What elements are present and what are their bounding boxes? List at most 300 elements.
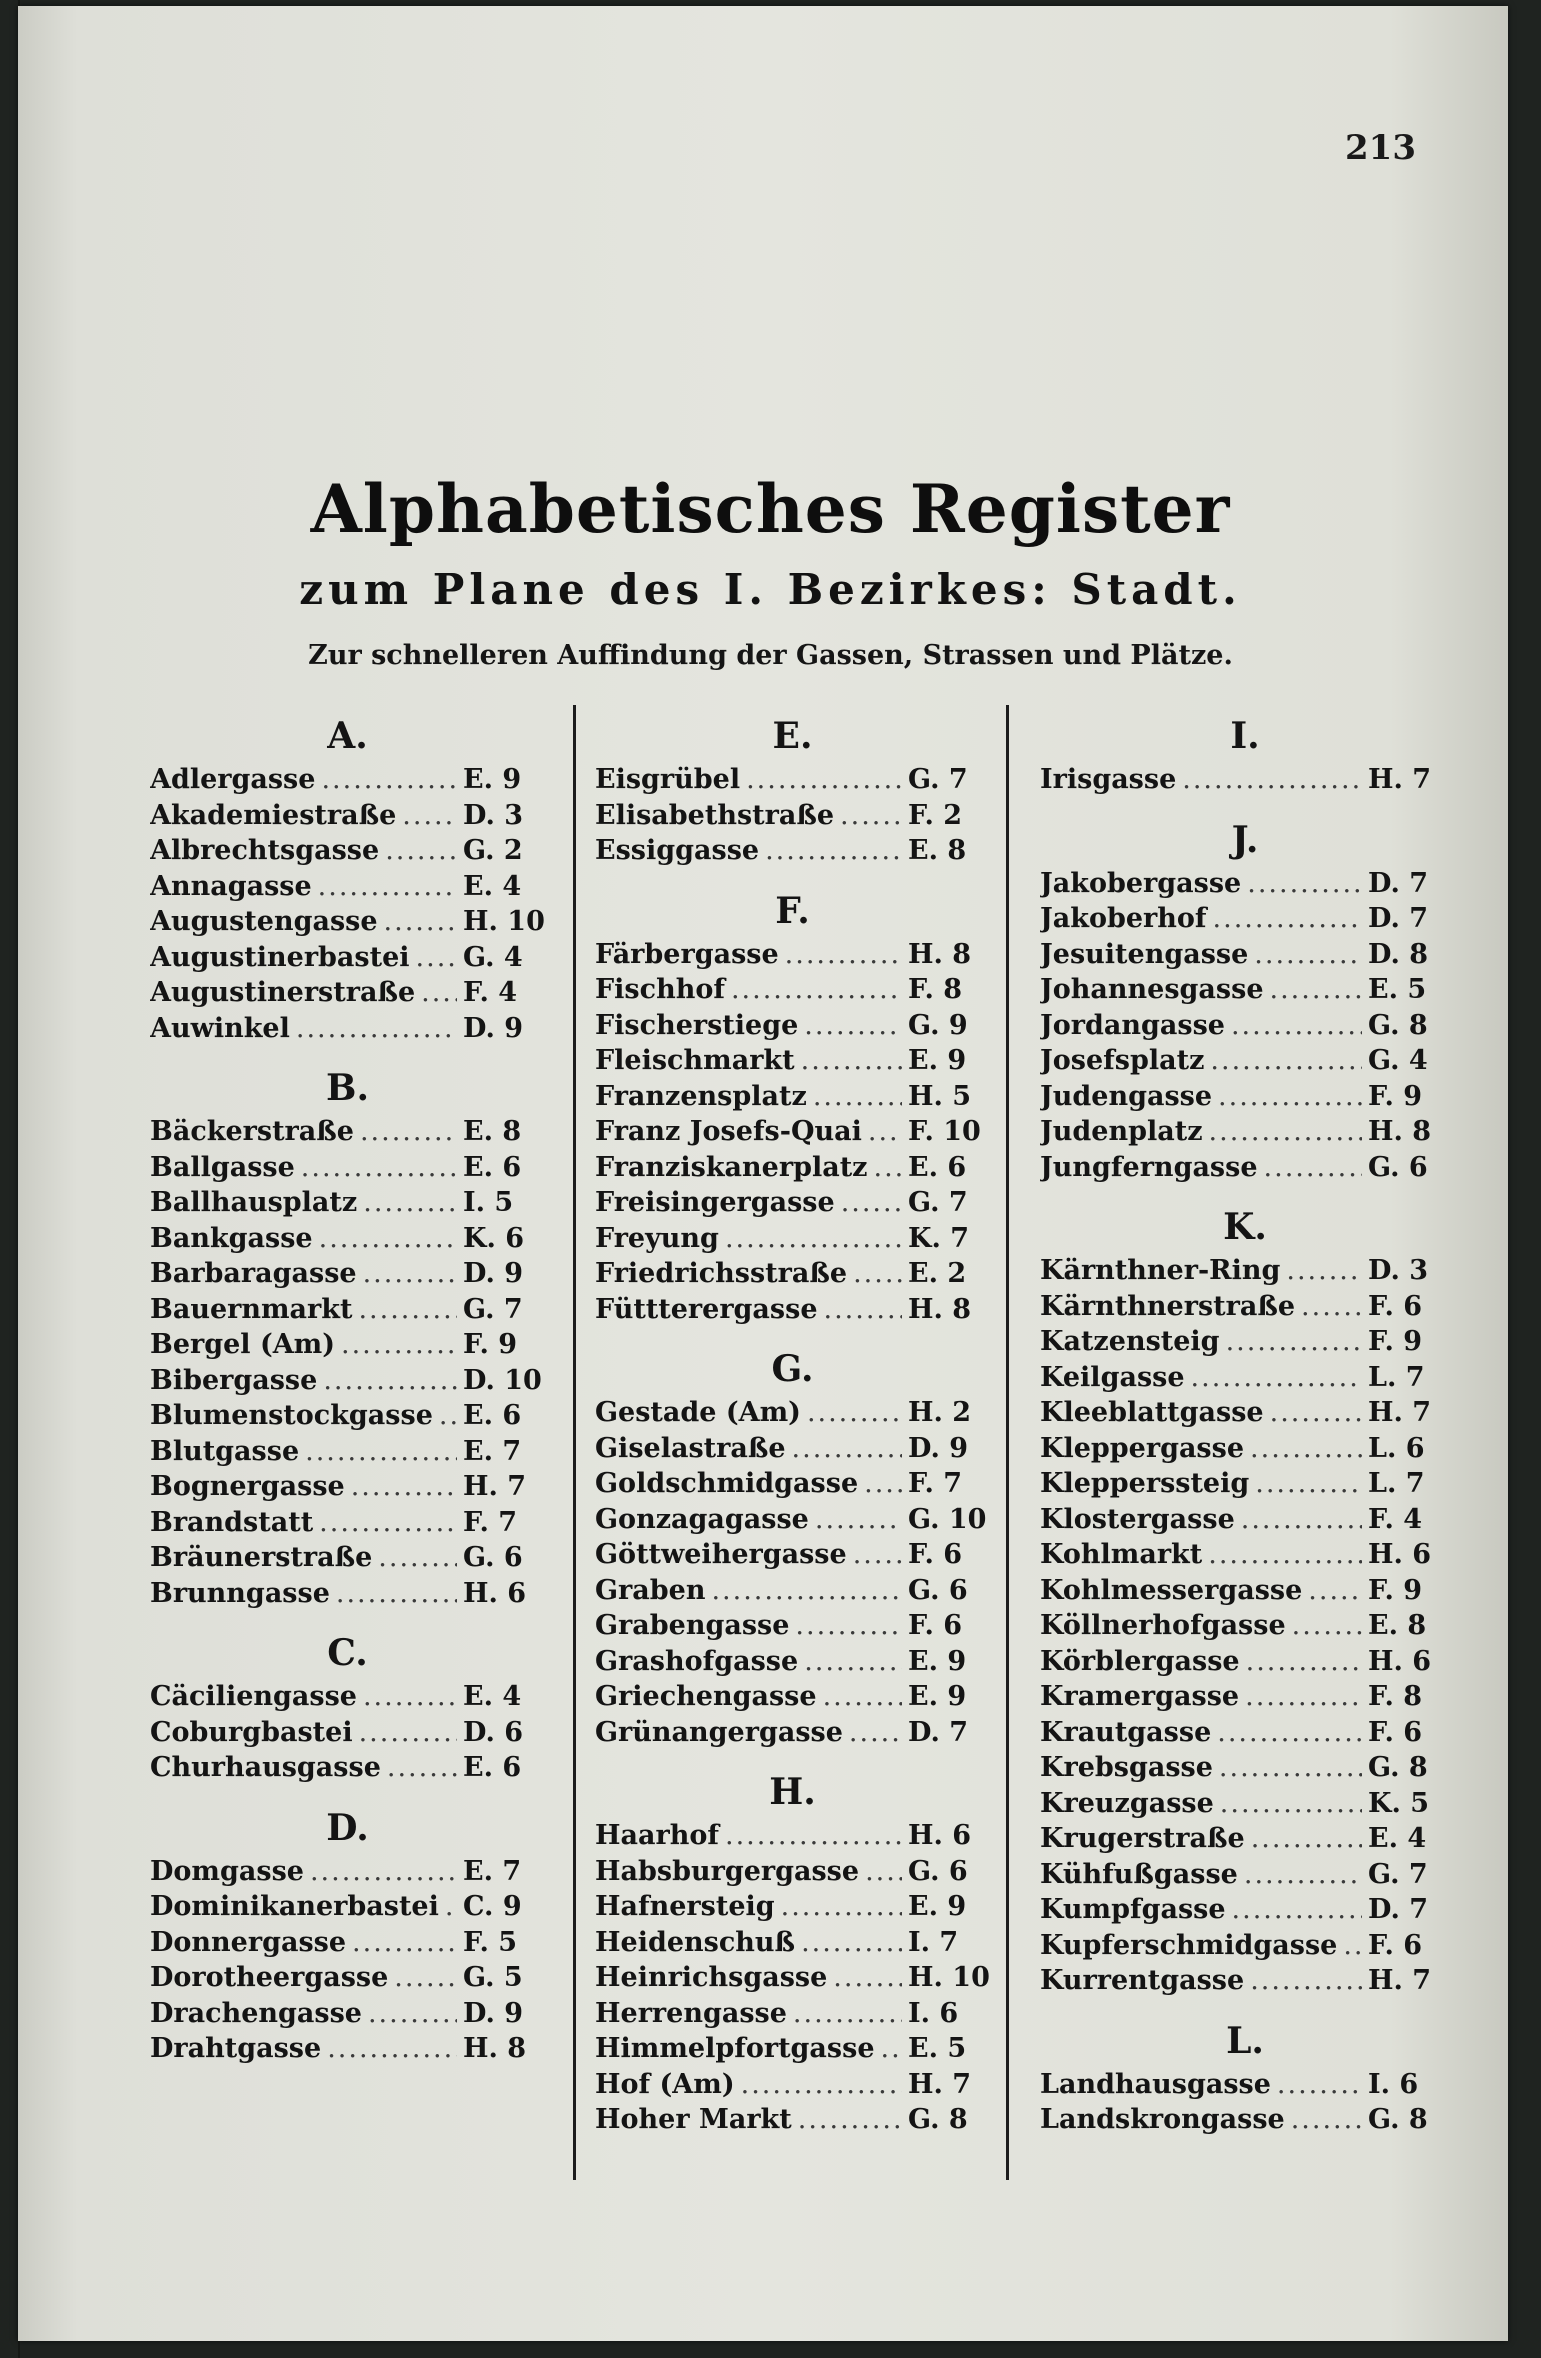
grid-reference: F. 6 [1368, 1929, 1423, 1961]
register-entry [595, 1079, 990, 1115]
street-name: Irisgasse [1040, 764, 1177, 795]
leader-dots [731, 972, 902, 1008]
grid-reference: H. 7 [1368, 1397, 1432, 1428]
register-entry [1040, 762, 1450, 798]
street-name: Griechengasse [595, 1681, 817, 1712]
grid-reference: H. 7 [908, 2068, 972, 2100]
grid-reference: E. 6 [463, 1400, 522, 1431]
grid-reference: H. 2 [908, 1397, 972, 1428]
register-entry [595, 2102, 990, 2138]
register-entry [595, 1008, 990, 1044]
street-name: Klostergasse [1040, 1503, 1235, 1535]
street-name: Bergel (Am) [150, 1329, 336, 1360]
grid-reference: E. 7 [463, 1855, 522, 1887]
grid-reference: G. 2 [463, 835, 523, 866]
grid-reference: L. 6 [1368, 1432, 1425, 1464]
register-column-1 [150, 710, 545, 2067]
leader-dots [402, 798, 457, 834]
grid-reference: F. 4 [1368, 1503, 1423, 1535]
leader-dots [765, 833, 902, 869]
section-letter: I. [1230, 715, 1260, 757]
street-name: Fischhof [595, 974, 725, 1005]
street-name: Donnergasse [150, 1926, 347, 1958]
leader-dots [711, 1573, 902, 1609]
street-name: Bräunerstraße [150, 1542, 373, 1573]
leader-dots [1343, 1928, 1362, 1964]
register-entry [595, 1043, 990, 1079]
leader-dots [385, 833, 457, 869]
street-name: Kramergasse [1040, 1681, 1240, 1712]
street-name: Blutgasse [150, 1435, 300, 1467]
leader-dots [394, 1960, 457, 1996]
street-name: Annagasse [150, 870, 312, 902]
street-name: Akademiestraße [150, 799, 397, 831]
street-name: Kohlmarkt [1040, 1539, 1203, 1570]
leader-dots [1213, 901, 1362, 937]
street-name: Barbaragasse [150, 1258, 357, 1289]
leader-dots [1250, 1431, 1362, 1467]
register-entry [1040, 1150, 1450, 1186]
street-name: Giselastraße [595, 1432, 786, 1464]
grid-reference: F. 5 [463, 1926, 518, 1958]
street-name: Füttterergasse [595, 1293, 818, 1325]
section-letter: H. [769, 1771, 816, 1813]
grid-reference: K. 5 [1368, 1787, 1430, 1819]
grid-reference: E. 8 [1368, 1610, 1427, 1641]
street-name: Krugerstraße [1040, 1823, 1245, 1854]
leader-dots [864, 1466, 902, 1502]
register-entry [150, 1221, 545, 1257]
grid-reference: D. 3 [463, 799, 524, 831]
register-entry [595, 1818, 990, 1854]
register-entry [1040, 2067, 1450, 2103]
grid-reference: G. 7 [463, 1293, 523, 1325]
grid-reference: E. 9 [908, 1891, 967, 1922]
leader-dots [801, 1925, 902, 1961]
grid-reference: F. 9 [1368, 1574, 1423, 1606]
grid-reference: E. 2 [908, 1258, 967, 1289]
grid-reference: D. 9 [463, 1012, 524, 1044]
leader-dots [439, 1398, 457, 1434]
register-entry [150, 1327, 545, 1363]
register-entry [595, 1395, 990, 1431]
leader-dots [1241, 1502, 1362, 1538]
street-name: Körblergasse [1040, 1645, 1240, 1677]
leader-dots [305, 1434, 457, 1470]
street-name: Kohlmessergasse [1040, 1574, 1303, 1606]
register-entry [595, 1960, 990, 1996]
grid-reference: D. 9 [463, 1997, 524, 2029]
leader-dots [1270, 972, 1362, 1008]
grid-reference: H. 6 [1368, 1645, 1432, 1677]
leader-dots [1209, 1114, 1362, 1150]
register-entry [1040, 1537, 1450, 1573]
street-name: Klepperssteig [1040, 1468, 1250, 1499]
leader-dots [358, 1292, 457, 1328]
grid-reference: H. 7 [1368, 764, 1432, 795]
register-entry [1040, 1644, 1450, 1680]
grid-reference: G. 5 [463, 1962, 523, 1993]
grid-reference: E. 6 [463, 1151, 522, 1183]
grid-reference: G. 7 [908, 764, 968, 795]
register-entry [150, 904, 545, 940]
register-entry [1040, 1043, 1450, 1079]
leader-dots [853, 1256, 902, 1292]
leader-dots [1219, 1750, 1362, 1786]
grid-reference: F. 7 [463, 1506, 518, 1538]
register-entry [1040, 1750, 1450, 1786]
street-name: Johannesgasse [1040, 974, 1264, 1005]
leader-dots [1254, 937, 1362, 973]
register-entry [595, 1185, 990, 1221]
register-entry [150, 1363, 545, 1399]
leader-dots [360, 1114, 457, 1150]
grid-reference: F. 8 [908, 974, 963, 1005]
register-entry [595, 1925, 990, 1961]
register-entry [1040, 1786, 1450, 1822]
grid-reference: C. 9 [463, 1891, 522, 1922]
leader-dots [378, 1540, 457, 1576]
street-name: Kupferschmidgasse [1040, 1929, 1338, 1961]
register-entry [150, 1256, 545, 1292]
register-entry [595, 1889, 990, 1925]
street-name: Albrechtsgasse [150, 835, 380, 866]
register-entry [595, 1431, 990, 1467]
register-entry [150, 1540, 545, 1576]
bleed-through-left [240, 205, 570, 705]
register-entry [150, 1011, 545, 1047]
grid-reference: H. 8 [908, 1293, 972, 1325]
register-entry [1040, 1431, 1450, 1467]
street-name: Goldschmidgasse [595, 1468, 859, 1499]
register-entry [150, 1889, 545, 1925]
leader-dots [813, 1079, 902, 1115]
grid-reference: F. 8 [1368, 1681, 1423, 1712]
register-entry [150, 1150, 545, 1186]
register-entry [150, 1469, 545, 1505]
leader-dots [798, 2102, 902, 2138]
leader-dots [795, 1608, 902, 1644]
street-name: Elisabethstraße [595, 799, 835, 831]
grid-reference: H. 6 [463, 1577, 527, 1609]
register-entry [1040, 1821, 1450, 1857]
street-name: Grünangergasse [595, 1716, 843, 1748]
leader-dots [823, 1679, 902, 1715]
leader-dots [1191, 1360, 1362, 1396]
register-entry [595, 1256, 990, 1292]
column-divider [573, 705, 576, 2180]
grid-reference: E. 9 [908, 1681, 967, 1712]
leader-dots [421, 975, 457, 1011]
grid-reference: E. 9 [908, 1045, 967, 1076]
street-name: Jakoberhof [1040, 903, 1207, 934]
grid-reference: E. 6 [463, 1752, 522, 1783]
street-name: Graben [595, 1574, 706, 1606]
register-entry [595, 1537, 990, 1573]
street-name: Drahtgasse [150, 2033, 322, 2064]
street-name: Josefsplatz [1040, 1045, 1205, 1076]
register-entry [150, 940, 545, 976]
grid-reference: F. 6 [1368, 1290, 1423, 1322]
register-entry [1040, 1502, 1450, 1538]
grid-reference: I. 5 [463, 1187, 514, 1218]
register-entry [595, 1466, 990, 1502]
street-name: Adlergasse [150, 764, 316, 795]
register-entry [595, 1644, 990, 1680]
register-entry [595, 1854, 990, 1890]
street-name: Hafnersteig [595, 1891, 775, 1922]
grid-reference: H. 7 [463, 1471, 527, 1502]
street-name: Landskrongasse [1040, 2104, 1285, 2135]
leader-dots [833, 1960, 902, 1996]
register-entry [1040, 1928, 1450, 1964]
leader-dots [804, 1008, 902, 1044]
register-entry [595, 762, 990, 798]
register-column-3 [1040, 710, 1450, 2138]
leader-dots [1220, 1786, 1362, 1822]
street-name: Keilgasse [1040, 1361, 1185, 1393]
section-letter: E. [772, 715, 813, 757]
grid-reference: F. 6 [1368, 1716, 1423, 1748]
street-name: Brandstatt [150, 1506, 314, 1538]
street-name: Fleischmarkt [595, 1045, 795, 1076]
leader-dots [741, 2067, 902, 2103]
leader-dots [1247, 866, 1362, 902]
leader-dots [363, 1256, 457, 1292]
street-name: Krautgasse [1040, 1716, 1212, 1748]
leader-dots [341, 1327, 457, 1363]
grid-reference: E. 8 [463, 1116, 522, 1147]
leader-dots [807, 1395, 902, 1431]
leader-dots [781, 1889, 902, 1925]
leader-dots [321, 762, 457, 798]
grid-reference: F. 9 [1368, 1080, 1423, 1112]
leader-dots [785, 937, 902, 973]
street-name: Franzensplatz [595, 1080, 807, 1112]
grid-reference: D. 6 [463, 1716, 524, 1748]
leader-dots [1246, 1644, 1362, 1680]
leader-dots [1270, 1395, 1362, 1431]
leader-dots [351, 1469, 457, 1505]
leader-dots [1251, 1821, 1362, 1857]
street-name: Augustinerbastei [150, 941, 410, 973]
street-name: Heidenschuß [595, 1926, 796, 1958]
leader-dots [1182, 762, 1362, 798]
street-name: Gonzagagasse [595, 1503, 809, 1535]
street-name: Bognergasse [150, 1471, 345, 1502]
register-entry [1040, 1573, 1450, 1609]
leader-dots [1308, 1573, 1362, 1609]
street-name: Jakobergasse [1040, 867, 1242, 899]
grid-reference: G. 8 [1368, 1009, 1428, 1041]
leader-dots [319, 1505, 457, 1541]
leader-dots [793, 1996, 902, 2032]
register-entry [595, 1608, 990, 1644]
grid-reference: G. 9 [908, 1009, 968, 1041]
leader-dots [874, 1150, 902, 1186]
grid-reference: K. 6 [463, 1222, 525, 1254]
grid-reference: I. 7 [908, 1926, 959, 1958]
street-name: Judengasse [1040, 1080, 1213, 1112]
grid-reference: G. 7 [1368, 1858, 1428, 1890]
register-entry [150, 1505, 545, 1541]
grid-reference: G. 6 [463, 1542, 523, 1573]
register-entry [595, 1996, 990, 2032]
street-name: Eisgrübel [595, 764, 741, 795]
street-name: Essiggasse [595, 835, 760, 866]
register-entry [595, 1150, 990, 1186]
grid-reference: D. 7 [908, 1716, 969, 1748]
street-name: Ballgasse [150, 1151, 295, 1183]
leader-dots [1286, 1253, 1362, 1289]
leader-dots [1292, 1608, 1362, 1644]
register-entry [1040, 1715, 1450, 1751]
leader-dots [1264, 1150, 1362, 1186]
street-name: Freyung [595, 1222, 719, 1254]
leader-dots [1250, 1963, 1362, 1999]
register-entry [1040, 1079, 1450, 1115]
leader-dots [841, 1185, 902, 1221]
register-entry [1040, 1679, 1450, 1715]
grid-reference: H. 8 [1368, 1116, 1432, 1147]
register-entry [1040, 1963, 1450, 1999]
street-name: Haarhof [595, 1820, 719, 1851]
register-entry [150, 1750, 545, 1786]
leader-dots [323, 1363, 457, 1399]
street-name: Jungferngasse [1040, 1151, 1258, 1183]
street-name: Grashofgasse [595, 1645, 799, 1677]
register-entry [595, 972, 990, 1008]
street-name: Kreuzgasse [1040, 1787, 1214, 1819]
street-name: Franziskanerplatz [595, 1151, 868, 1183]
leader-dots [363, 1185, 457, 1221]
leader-dots [368, 1996, 457, 2032]
register-entry [595, 1221, 990, 1257]
leader-dots [384, 904, 457, 940]
street-name: Drachengasse [150, 1997, 362, 2029]
leader-dots [1210, 1043, 1362, 1079]
leader-dots [1231, 1008, 1362, 1044]
leader-dots [318, 869, 457, 905]
register-entry [1040, 2102, 1450, 2138]
street-name: Krebsgasse [1040, 1752, 1213, 1783]
grid-reference: H. 8 [463, 2033, 527, 2064]
register-entry [595, 1573, 990, 1609]
street-name: Blumenstockgasse [150, 1400, 433, 1431]
grid-reference: H. 6 [908, 1820, 972, 1851]
register-entry [595, 2031, 990, 2067]
street-name: Gestade (Am) [595, 1397, 801, 1428]
street-name: Auwinkel [150, 1012, 290, 1044]
street-name: Bibergasse [150, 1364, 318, 1396]
leader-dots [327, 2031, 457, 2067]
register-entry [150, 1185, 545, 1221]
register-entry [595, 937, 990, 973]
register-entry [1040, 1008, 1450, 1044]
register-entry [1040, 937, 1450, 973]
grid-reference: H. 5 [908, 1080, 972, 1112]
grid-reference: F. 4 [463, 977, 518, 1008]
grid-reference: F. 9 [1368, 1326, 1423, 1357]
grid-reference: G. 8 [1368, 1752, 1428, 1783]
street-name: Katzensteig [1040, 1326, 1220, 1357]
leader-dots [1208, 1537, 1362, 1573]
register-entry [150, 975, 545, 1011]
grid-reference: F. 6 [908, 1539, 963, 1570]
leader-dots [868, 1114, 902, 1150]
grid-reference: I. 6 [908, 1997, 959, 2029]
street-name: Kleeblattgasse [1040, 1397, 1264, 1428]
section-letter: K. [1223, 1206, 1267, 1248]
street-name: Kärnthnerstraße [1040, 1290, 1296, 1322]
leader-dots [387, 1750, 457, 1786]
street-name: Domgasse [150, 1855, 304, 1887]
street-name: Augustinerstraße [150, 977, 416, 1008]
register-entry [150, 869, 545, 905]
street-name: Köllnerhofgasse [1040, 1610, 1286, 1641]
grid-reference: E. 5 [908, 2033, 967, 2064]
leader-dots [1291, 2102, 1362, 2138]
street-name: Kurrentgasse [1040, 1965, 1245, 1996]
street-name: Habsburgergasse [595, 1855, 860, 1887]
street-name: Franz Josefs-Quai [595, 1116, 862, 1147]
grid-reference: H. 6 [1368, 1539, 1432, 1570]
register-entry [150, 1854, 545, 1890]
grid-reference: E. 9 [463, 764, 522, 795]
leader-dots [1244, 1857, 1362, 1893]
street-name: Kleppergasse [1040, 1432, 1245, 1464]
street-name: Himmelpfortgasse [595, 2033, 875, 2064]
grid-reference: H. 10 [908, 1962, 990, 1993]
register-entry [595, 1715, 990, 1751]
grid-reference: E. 7 [463, 1435, 522, 1467]
register-entry [595, 2067, 990, 2103]
grid-reference: D. 9 [463, 1258, 524, 1289]
register-entry [150, 1996, 545, 2032]
register-entry [1040, 1892, 1450, 1928]
street-name: Bauernmarkt [150, 1293, 353, 1325]
register-entry [1040, 972, 1450, 1008]
grid-reference: E. 6 [908, 1151, 967, 1183]
leader-dots [1218, 1079, 1362, 1115]
register-entry [595, 1292, 990, 1328]
leader-dots [840, 798, 902, 834]
grid-reference: E. 9 [908, 1645, 967, 1677]
leader-dots [824, 1292, 903, 1328]
grid-reference: E. 8 [908, 835, 967, 866]
register-entry [150, 2031, 545, 2067]
section-letter: D. [326, 1806, 369, 1849]
column-divider [1006, 705, 1009, 2180]
grid-reference: E. 5 [1368, 974, 1427, 1005]
street-name: Churhausgasse [150, 1752, 381, 1783]
grid-reference: F. 9 [463, 1329, 518, 1360]
register-entry [150, 1960, 545, 1996]
street-name: Jordangasse [1040, 1009, 1225, 1041]
street-name: Landhausgasse [1040, 2068, 1271, 2100]
grid-reference: E. 4 [463, 870, 522, 902]
street-name: Hof (Am) [595, 2068, 735, 2100]
leader-dots [725, 1221, 902, 1257]
grid-reference: F. 7 [908, 1468, 963, 1499]
street-name: Jesuitengasse [1040, 938, 1249, 970]
street-name: Kumpfgasse [1040, 1894, 1226, 1925]
register-entry [150, 1576, 545, 1612]
street-name: Coburgbastei [150, 1716, 353, 1748]
section-letter: B. [326, 1067, 369, 1109]
leader-dots [363, 1679, 457, 1715]
leader-dots [1277, 2067, 1362, 2103]
